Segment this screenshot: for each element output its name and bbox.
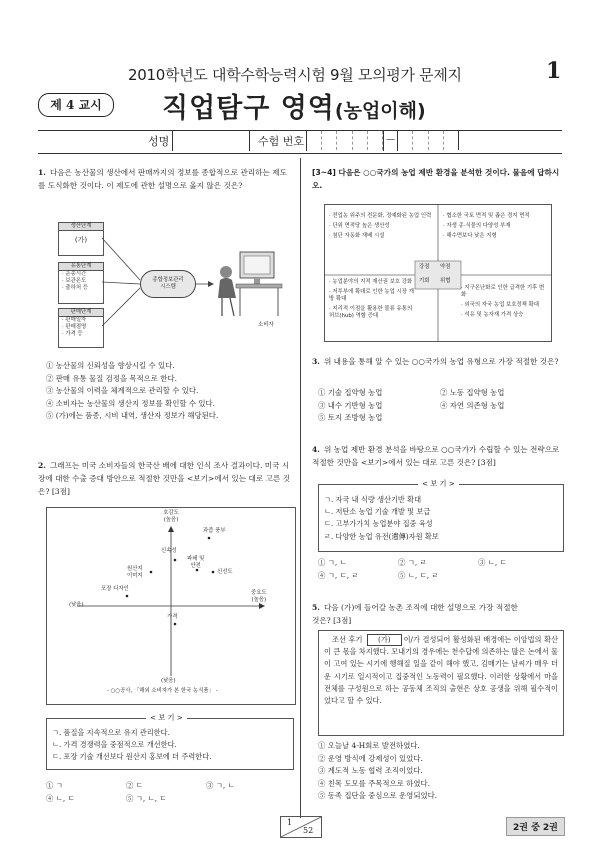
- q3-stem: [312, 356, 566, 369]
- axis-left-label: (낮음): [69, 602, 84, 608]
- q4-option-5[interactable]: ⑤ ㄴ, ㄷ, ㄹ: [398, 570, 439, 580]
- swot-w-2: · 자생 종·식물의 다양성 부재: [443, 223, 511, 229]
- stage-sales-item-1: · 판매일자: [62, 317, 87, 323]
- swot-center-o: 기회: [419, 278, 430, 284]
- point-package: [126, 595, 129, 598]
- q3-option-2[interactable]: ② 노동 집약형 농업: [440, 388, 505, 397]
- q5-option-3[interactable]: ③ 계도적 노동 협력 조직이었다.: [318, 766, 423, 776]
- swot-t-1: · 지구온난화로 인한 급격한 기후 변화: [461, 285, 545, 298]
- q2-bogi-1: ㄱ. 품질을 지속적으로 유지 관리한다.: [52, 728, 170, 737]
- q5-stem: [312, 602, 566, 628]
- q3-option-1[interactable]: ① 기술 집약형 농업: [318, 388, 383, 397]
- q2-number: 2.: [38, 461, 46, 470]
- axis-top-label: 호감도 (높음): [163, 510, 179, 523]
- consumer-computer-icon: [216, 246, 294, 320]
- q5-passage-head: 조선 후기: [332, 635, 363, 644]
- q3-number: 3.: [312, 357, 320, 366]
- q1-option-5[interactable]: ⑤ (가)에는 품종, 시비 내역, 생산자 정보가 해당된다.: [46, 411, 219, 421]
- q5-text-a: 다음 (가)에 들어갈 농촌 조직에 대한 설명으로 가장 적절한: [323, 603, 518, 612]
- swot-t-3: · 석유 및 농자재 가격 상승: [461, 312, 524, 318]
- page-number: 1: [546, 58, 562, 84]
- stage-production-label: 생산단계: [59, 223, 103, 231]
- swot-center-t: 위협: [440, 278, 451, 284]
- label-freshness: 신선도: [217, 569, 233, 575]
- stage-distribution-label: 유통단계: [59, 263, 103, 271]
- q4-stem: [312, 444, 566, 470]
- q1-diagram: [58, 218, 298, 346]
- q4-bogi-4: ㄹ. 다양한 농업 유전(遺傳)자원 확보: [324, 531, 439, 541]
- stage-sales-label: 판매단계: [59, 309, 103, 317]
- footer-page-total: 52: [303, 826, 314, 835]
- q2-option-1[interactable]: ① ㄱ: [46, 781, 63, 790]
- swot-center-s: 강점: [419, 264, 430, 270]
- q5-passage-head-tail: 이/가 결성되어 활성화된 배경에는: [403, 635, 512, 644]
- q5-option-4[interactable]: ④ 친목 도모를 주목적으로 하였다.: [318, 778, 430, 788]
- stage-sales-item-3: · 가격 등: [62, 331, 83, 337]
- exam-number-label: 수험 번호: [258, 135, 305, 148]
- q4-bogi-list: [324, 494, 560, 543]
- q2-option-4[interactable]: ④ ㄴ, ㄷ: [46, 793, 75, 803]
- q1-stem: [38, 167, 292, 193]
- session-badge: 제 4 교시: [38, 93, 114, 117]
- chart-source: - ○○공사, 「해외 소비자가 본 한국 농식품」 -: [107, 688, 218, 694]
- swot-center-w: 약점: [440, 264, 451, 270]
- q3-option-3[interactable]: ③ 내수 기반형 농업: [318, 400, 383, 410]
- label-juice: 과즙 풍부: [203, 528, 226, 534]
- q1-number: 1.: [38, 168, 46, 177]
- q2-chart: [46, 507, 296, 705]
- q1-option-2[interactable]: ② 판매 유통 물질 검정을 목적으로 한다.: [46, 373, 177, 383]
- swot-s-1: · 전업농 위주의 전문화, 정예화된 농업 인력: [329, 213, 432, 219]
- q3-option-4[interactable]: ④ 자연 의존형 농업: [440, 400, 505, 410]
- q5-text-b: 것은? [3점]: [312, 615, 352, 625]
- footer-page-num: 1: [287, 818, 293, 827]
- q2-option-5[interactable]: ⑤ ㄱ, ㄴ, ㄷ: [126, 793, 167, 803]
- label-origin: 원산지 이미지: [127, 566, 143, 579]
- label-price: 가격: [167, 614, 178, 620]
- name-field[interactable]: [172, 131, 250, 151]
- q1-option-1[interactable]: ① 농산물의 신뢰성을 향상시킬 수 있다.: [46, 361, 175, 370]
- subject-title: [162, 86, 426, 125]
- swot-box: [324, 204, 552, 342]
- q4-option-1[interactable]: ① ㄱ, ㄴ: [318, 558, 347, 567]
- swot-s-2: · 단위 면적당 높은 생산성: [329, 223, 390, 229]
- q5-passage-body: 이앙법의 확산이 큰 몫을 차지했다. 모내기의 경우에는 천수답에 의존하는 많은 논에서 물이 고여 있는 시기에 행해질 일을 같이 해야 했고, 김매기는 날씨가 매우 더운 시기로 일시적이고 집중적인 노동력이 필요했다. 이러한 상황에서 마을 전체를 구성원으로 하는 공동체 조직의 출현은 상호 공생을 위해 필수적이었다고 할 수 있다.: [324, 635, 558, 706]
- stage-distribution-item-3: · 출하처 등: [62, 285, 88, 291]
- q4-bogi-2: ㄴ. 저탄소 농업 기술 개발 및 보급: [324, 507, 431, 517]
- swot-opportunities: [329, 279, 417, 320]
- swot-s-3: · 첨단 자동화 재배 시설: [329, 233, 385, 239]
- q4-bogi-title: < 보 기 >: [418, 478, 459, 490]
- q2-options: [46, 780, 296, 805]
- q2-bogi-2: ㄴ. 가격 경쟁력을 중점적으로 개선한다.: [52, 740, 177, 750]
- info-system-node: 종합정보관리 시스템: [140, 270, 196, 298]
- q3-options: [318, 387, 568, 425]
- q2-bogi-list: [52, 727, 292, 764]
- q1-text: 다음은 농산물의 생산에서 판매까지의 정보를 종합적으로 관리하는 제도를 도식화한 것이다. 이 제도에 관한 설명으로 옳지 않은 것은?: [38, 168, 287, 190]
- point-freshness: [212, 571, 215, 574]
- point-price: [174, 623, 177, 626]
- stage-sales-item-2: · 판매점명: [62, 324, 87, 330]
- swot-w-3: · 해수면보다 낮은 지형: [443, 233, 497, 239]
- q4-option-4[interactable]: ④ ㄱ, ㄷ, ㄹ: [318, 570, 359, 580]
- q1-option-3[interactable]: ③ 농산물의 이력을 체계적으로 관리할 수 있다.: [46, 386, 199, 396]
- swot-threats: [461, 285, 549, 319]
- exam-title: 2010학년도 대학수학능력시험 9월 모의평가 문제지: [128, 66, 462, 84]
- subject-sub: (농업이해): [334, 100, 426, 122]
- q1-option-4[interactable]: ④ 소비자는 농산물의 생산지 정보를 확인할 수 있다.: [46, 398, 215, 408]
- name-label: 성명: [148, 135, 170, 148]
- q5-number: 5.: [312, 603, 320, 612]
- q4-option-3[interactable]: ③ ㄴ, ㄷ: [478, 558, 507, 567]
- swot-o-1: · 농업분야의 지적 재산권 보호 강화: [329, 279, 413, 285]
- swot-o-3: · 지리적 이점을 활용한 물류 유통의 허브(hub) 역할 증대: [329, 306, 413, 319]
- q4-number: 4.: [312, 445, 320, 454]
- stage-distribution-item-2: · 보관온도: [62, 278, 87, 284]
- exam-number-dash: —: [383, 131, 398, 151]
- q4-option-2[interactable]: ② ㄱ, ㄹ: [398, 558, 427, 567]
- stage-distribution-item-1: · 운송시간: [62, 271, 87, 277]
- q3-text: 위 내용을 통해 알 수 있는 ○○국가의 농업 유형으로 가장 적절한 것은?: [323, 357, 559, 366]
- q5-options: [318, 740, 568, 803]
- q2-bogi-3: ㄷ. 포장 기술 개선보다 원산지 홍보에 더 주력한다.: [52, 752, 212, 762]
- footer-volume: 2권 중 2권: [506, 817, 565, 836]
- q2-option-2[interactable]: ② ㄷ: [126, 781, 143, 790]
- q2-bogi-title: < 보 기 >: [146, 712, 187, 724]
- q34-intro: [3~4] 다음은 ○○국가의 농업 제반 환경을 분석한 것이다. 물음에 답하시오.: [312, 168, 560, 190]
- stage-production-item: (가): [74, 236, 88, 244]
- swot-t-2: · 외국의 자국 농업 보호정책 확대: [461, 302, 539, 308]
- point-juice: [208, 537, 211, 540]
- q4-bogi-3: ㄷ. 고부가가치 농업분야 집중 육성: [324, 519, 433, 529]
- exam-number-field[interactable]: [306, 131, 459, 151]
- q2-chart-axes: [47, 508, 295, 704]
- q5-option-5[interactable]: ⑤ 동족 집단을 중심으로 운영되었다.: [318, 791, 438, 801]
- label-safety: 파쇄 및 안전: [187, 556, 205, 569]
- q3-option-5[interactable]: ⑤ 토지 조방형 농업: [318, 413, 383, 423]
- q4-text: 위 농업 제반 환경 분석을 바탕으로 ○○국가가 수립할 수 있는 전략으로 적절한 것만을 <보기>에서 있는 대로 고른 것은? [3점]: [312, 445, 560, 467]
- swot-o-2: · 저투부에 확대로 인한 농업 시장 개방 확대: [329, 289, 414, 302]
- q2-stem: [38, 460, 292, 498]
- q5-option-2[interactable]: ② 운영 방식에 강제성이 있었다.: [318, 753, 423, 763]
- q2-option-3[interactable]: ③ ㄱ, ㄴ: [206, 781, 235, 790]
- label-speed: 신속성: [161, 548, 177, 554]
- swot-weaknesses: [443, 213, 547, 240]
- consumer-label: 소비자: [258, 322, 274, 328]
- label-package: 포장 디자인: [101, 586, 129, 592]
- q5-passage: [324, 634, 558, 707]
- q4-options: [318, 557, 568, 582]
- swot-strengths: [329, 213, 433, 240]
- q5-blank: (가): [367, 634, 402, 646]
- axis-bottom-label: (낮음): [161, 678, 176, 684]
- point-speed: [174, 559, 177, 562]
- q1-options: [46, 360, 296, 423]
- axis-right-label: 중요도 (높음): [251, 590, 267, 603]
- subject-main: 직업탐구 영역: [162, 93, 335, 124]
- footer-page-box: [280, 816, 322, 838]
- q2-text: 그래프는 미국 소비자들의 한국산 배에 대한 인식 조사 결과이다. 미국 시장에 대한 수출 증대 방안으로 적절한 것만을 <보기>에서 있는 대로 고른 것은? [3점]: [38, 461, 291, 496]
- q4-bogi-1: ㄱ. 자국 내 식량 생산기반 확대: [324, 495, 422, 504]
- column-divider: [300, 158, 301, 818]
- swot-w-1: · 협소한 국토 면적 및 좁은 경지 면적: [443, 213, 530, 219]
- q5-option-1[interactable]: ① 오늘날 4-H회로 발전하였다.: [318, 741, 420, 750]
- point-origin: [150, 571, 153, 574]
